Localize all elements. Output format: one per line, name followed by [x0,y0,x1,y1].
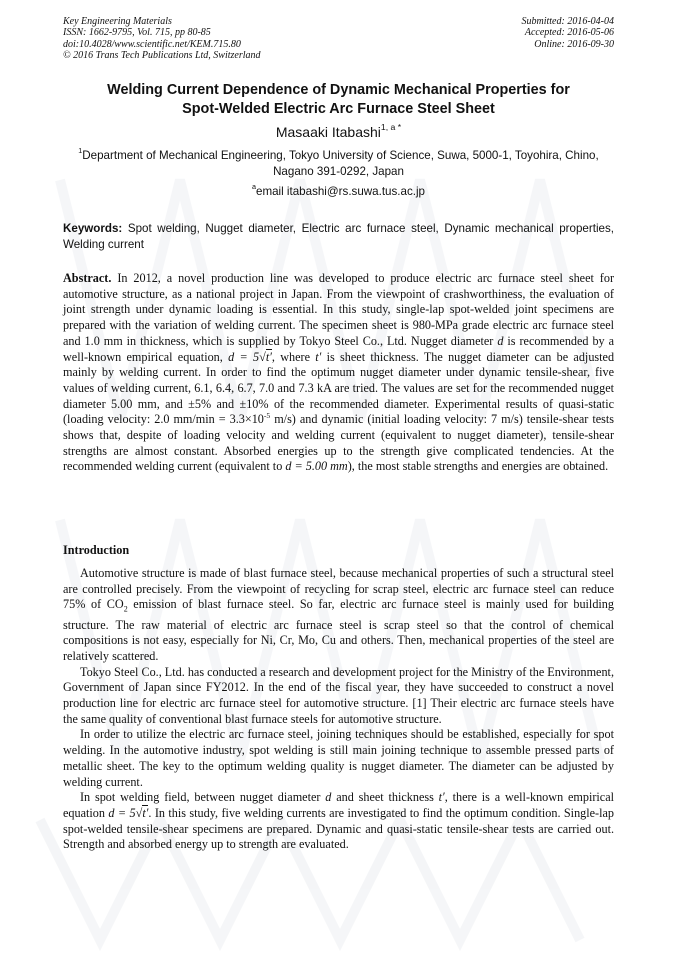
intro-p4-text-a: In spot welding field, between nugget diameter [80,790,321,805]
submitted-date: Submitted: 2016-04-04 [521,16,614,27]
intro-equation: d = 5√t′ [108,805,149,820]
keywords [63,221,614,252]
dates-info [522,16,615,50]
intro-p1-text-a: Automotive structure is made of blast furnace steel, because mechanical properties of such a structural steel are controlled precisely. From the viewpoint of recycling for scrap steel, electric arc furnace steel can reduce 75% of CO [63,566,614,612]
abstract-label: Abstract. [63,271,112,285]
online-date: Online: 2016-09-30 [534,38,614,50]
affiliation-sup: 1 [78,146,83,156]
intro-p4-text-c: , there is a well-known empirical equation [63,790,615,820]
issn-line: ISSN: 1662-9795, Vol. 715, pp 80-85 [63,27,211,39]
journal-name: Key Engineering Materials [63,16,172,27]
intro-p4-text-b: and sheet thickness [336,790,434,805]
title-line-2: Spot-Welded Electric Arc Furnace Steel Sheet [182,101,495,117]
equation-radicand: t′ [265,349,272,364]
affiliation [63,148,614,180]
abstract-part-3: , where [271,349,310,364]
intro-paragraph-2: Tokyo Steel Co., Ltd. has conducted a research and development project for the Ministry of the Environment, Government of Japan since FY2012. In the end of the fiscal year, they have succeeded to construct a novel production line for electric arc furnace steel for automotive structure. [1] Their electric arc furnace steels have the same quality of conventional blast furnace steels for automotive structure. [63,664,614,726]
intro-p4-text-d: . In this study, five welding currents are investigated to find the optimum condition. Single-lap spot-welded tensile-shear specimens are prepared. Dynamic and quasi-static tensile-shear tests are carried out. Strength and absorbed energy up to strength are evaluated. [63,805,615,852]
intro-equation-radicand: t′ [142,805,149,820]
intro-paragraph-1 [63,566,614,665]
email-sup: a [252,182,256,192]
keywords-label: Keywords: [63,222,123,235]
copyright-line: © 2016 Trans Tech Publications Ltd, Switzerland [63,50,261,62]
author-name: Masaaki Itabashi [275,124,381,140]
paper-title [63,81,614,119]
doi-line: doi:10.4028/www.scientific.net/KEM.715.80 [63,38,241,50]
intro-math-t: t′ [438,790,445,805]
abstract-part-4: is sheet thickness. The nugget diameter can be adjusted mainly by welding current. In order to find the optimum nugget diameter under dynamic tensile-shear, five values of welding current, 6.1, 6.4, 6.7, 7.0 and 7.3 kA are tried. The values are set for the recommended nugget diameter 5.00 mm, and ±5% and ±10% of the recommended diameter. Experimental results of quasi-static (loading velocity: 2.0 mm/min = 3.3×10 [63,349,615,427]
equation: d = 5√t′ [228,349,272,364]
intro-p1-text-b: emission of blast furnace steel. So far, electric arc furnace steel is mainly used for building structure. The raw material of electric arc furnace steel is scrap steel so that the control of chemical compositions is not easy, especially for Ni, Cr, Mo, Cu and others. Then, mechanical properties of the steel are relatively scattered. [63,597,614,663]
math-t: t′ [315,349,322,364]
email-line [63,184,614,199]
author-line [63,123,614,141]
math-d: d [497,333,504,348]
intro-paragraph-4 [63,790,614,853]
math-d-value: d = 5.00 mm [285,459,348,474]
abstract-part-2: is recommended by a well-known empirical equation, [63,333,615,364]
intro-paragraph-3: In order to utilize the electric arc furnace steel, joining techniques should be established, especially for spot welding. In the automotive industry, spot welding is still main joining technique to assemble pressed parts of metallic sheet. The key to the optimum welding quality is nugget diameter. The diameter can be adjusted by welding current. [63,727,614,789]
abstract [63,271,614,475]
abstract-part-1: In 2012, a novel production line was developed to produce electric arc furnace steel sheet for automotive structure, as a national project in Japan. From the viewpoint of crashworthiness, the evaluation of joint strength under dynamic loading is essential. In this study, single-lap spot-welded joint specimens are prepared with the variation of welding current. The specimen sheet is 980-MPa grade electric arc furnace steel and 1.0 mm in thickness, which is supplied by Tokyo Steel Co., Ltd. Nugget diameter [63,271,615,348]
accepted-date: Accepted: 2016-05-06 [524,27,614,39]
intro-equation-lhs: d = 5 [108,805,136,820]
intro-math-d: d [325,790,332,805]
affiliation-text: Department of Mechanical Engineering, Tokyo University of Science, Suwa, 5000-1, Toyohira, Chino, Nagano 391-0292, Japan [82,149,599,178]
equation-lhs: d = 5 [228,349,260,364]
abstract-part-5: m/s) and dynamic (initial loading velocity: 7 m/s) tensile-shear tests shows that, despite of loading velocity and welding current (equivalent to nugget diameter), tensile-shear strengths are almost constant. Absorbed energies up to the strength give complicated tendencies. At the recommended welding current (equivalent to [63,412,615,474]
abstract-exponent: -5 [263,410,271,420]
abstract-part-6: ), the most stable strengths and energies are obtained. [347,459,609,474]
title-line-1: Welding Current Dependence of Dynamic Mechanical Properties for [107,82,570,98]
keywords-text: Spot welding, Nugget diameter, Electric arc furnace steel, Dynamic mechanical properties, Welding current [63,222,614,251]
email-text: email itabashi@rs.suwa.tus.ac.jp [256,185,425,198]
section-heading-introduction: Introduction [63,543,130,557]
journal-info [63,16,261,62]
co2-subscript: 2 [123,604,128,614]
introduction-body [63,566,614,853]
author-sup: 1, a * [380,122,402,133]
